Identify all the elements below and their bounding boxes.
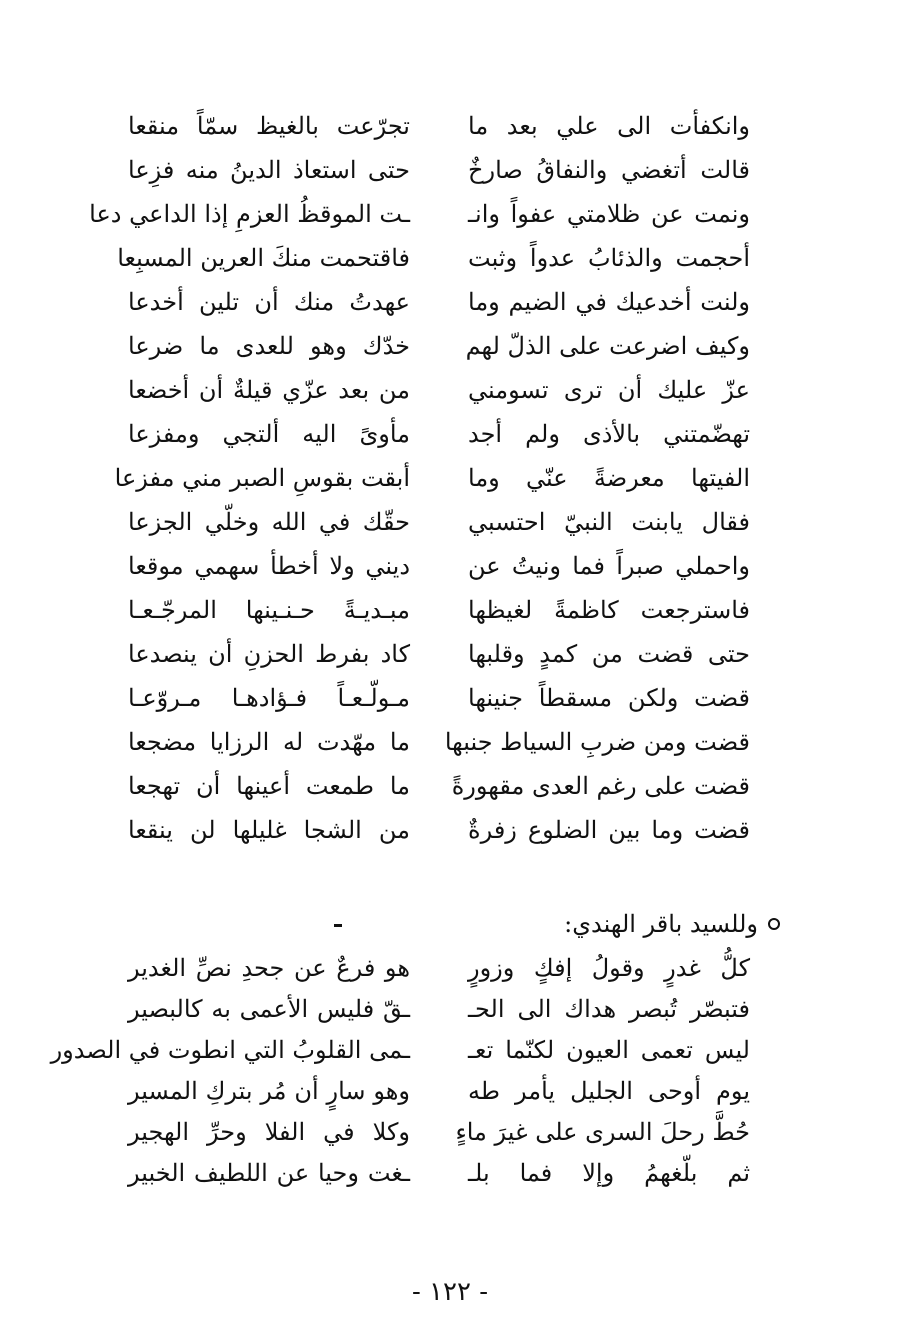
verse-first-half: فاسترجعت كاظمةً لغيظها: [468, 596, 750, 624]
verse-second-half: تجرّعت بالغيظ سمّاً منقعا: [128, 112, 410, 140]
verse-second-half: وهو سارٍ أن مُر بتركِ المسير: [128, 1077, 410, 1105]
page-number: - ١٢٢ -: [411, 1277, 489, 1307]
verse-second-half: هو فرعٌ عن جحدِ نصِّ الغدير: [128, 954, 410, 982]
verse-line: [128, 104, 750, 148]
separator-mark: [334, 924, 342, 927]
verse-line: [128, 1071, 750, 1112]
verse-first-half: تهضّمتني بالأذى ولم أجد: [468, 420, 750, 448]
verse-first-half: يوم أوحى الجليل يأمر طه: [468, 1077, 750, 1105]
verse-second-half: خدّك وهو للعدى ما ضرعا: [128, 332, 410, 360]
verse-second-half: ـت الموقظُ العزمِ إذا الداعي دعا: [89, 200, 410, 228]
verse-first-half: قالت أتغضي والنفاقُ صارخٌ: [468, 156, 750, 184]
verse-second-half: عهدتُ منك أن تلين أخدعا: [128, 288, 410, 316]
verse-line: [128, 500, 750, 544]
verse-first-half: ثم بلّغهمُ وإلا فما بلـ: [468, 1159, 750, 1187]
verse-first-half: حُطَّ رحلَ السرى على غيرَ ماءٍ: [455, 1118, 750, 1146]
heading-text: وللسيد باقر الهندي:: [564, 910, 758, 938]
verse-line: [89, 192, 750, 236]
verse-second-half: كاد بفرط الحزنِ أن ينصدعا: [128, 640, 410, 668]
verse-second-half: ما مهّدت له الرزايا مضجعا: [128, 728, 410, 756]
poem-second: [50, 948, 750, 1194]
verse-second-half: من الشجا غليلها لن ينقعا: [128, 816, 410, 844]
verse-second-half: وكلا في الفلا وحرِّ الهجير: [128, 1118, 410, 1146]
verse-line: [128, 412, 750, 456]
verse-second-half: أبقت بقوسِ الصبر مني مفزعا: [114, 464, 410, 492]
verse-first-half: عزّ عليك أن ترى تسومني: [468, 376, 750, 404]
verse-first-half: قضت ولكن مسقطاً جنينها: [468, 684, 750, 712]
verse-first-half: وانكفأت الى علي بعد ما: [468, 112, 750, 140]
verse-first-half: واحملي صبراً فما ونيتُ عن: [468, 552, 750, 580]
verse-second-half: ـقّ فليس الأعمى به كالبصير: [128, 995, 410, 1023]
verse-first-half: ولنت أخدعيك في الضيم وما: [468, 288, 750, 316]
verse-first-half: فتبصّر تُبصر هداك الى الحـ: [468, 995, 750, 1023]
verse-first-half: أحجمت والذئابُ عدواً وثبت: [468, 244, 750, 272]
verse-second-half: من بعد عزّي قيلةٌ أن أخضعا: [128, 376, 410, 404]
verse-second-half: مبـديـةً حـنـينها المرجّـعـا: [128, 596, 410, 624]
verse-first-half: قضت وما بين الضلوع زفرةٌ: [468, 816, 750, 844]
verse-first-half: ليس تعمى العيون لكنّما تعـ: [468, 1036, 750, 1064]
verse-second-half: حقّك في الله وخلّي الجزعا: [128, 508, 410, 536]
verse-line: [128, 1112, 750, 1153]
verse-line: [128, 720, 750, 764]
verse-line: [128, 764, 750, 808]
verse-first-half: حتى قضت من كمدٍ وقلبها: [468, 640, 750, 668]
verse-line: [128, 148, 750, 192]
verse-line: [128, 588, 750, 632]
verse-second-half: مأوىً اليه ألتجي ومفزعا: [128, 420, 410, 448]
verse-line: [128, 368, 750, 412]
verse-second-half: ما طمعت أعينها أن تهجعا: [128, 772, 410, 800]
section-heading: [420, 904, 780, 944]
circle-bullet-icon: [768, 918, 780, 930]
verse-first-half: قضت ومن ضربِ السياط جنبها: [444, 728, 750, 756]
verse-line: [128, 632, 750, 676]
verse-line: [114, 456, 750, 500]
verse-first-half: فقال يابنت النبيّ احتسبي: [468, 508, 750, 536]
verse-line: [128, 280, 750, 324]
verse-line: [128, 544, 750, 588]
verse-line: [128, 948, 750, 989]
verse-line: [128, 676, 750, 720]
verse-first-half: قضت على رغم العدى مقهورةً: [451, 772, 750, 800]
verse-second-half: ديني ولا أخطأ سهمي موقعا: [128, 552, 410, 580]
verse-first-half: ونمت عن ظلامتي عفواً وانـ: [468, 200, 750, 228]
verse-second-half: فاقتحمت منكَ العرين المسبِعا: [117, 244, 410, 272]
verse-first-half: وكيف اضرعت على الذلّ لهم: [465, 332, 750, 360]
verse-second-half: ـمى القلوبُ التي انطوت في الصدور: [50, 1036, 410, 1064]
verse-line: [128, 808, 750, 852]
verse-line: [50, 1030, 750, 1071]
verse-second-half: حتى استعاذ الدينُ منه فزِعا: [128, 156, 410, 184]
verse-first-half: كلُّ غدرٍ وقولُ إفكٍ وزورٍ: [468, 954, 750, 982]
verse-line: [128, 324, 750, 368]
verse-line: [128, 1153, 750, 1194]
poem-first: [89, 104, 750, 852]
verse-line: [128, 989, 750, 1030]
verse-second-half: مـولّـعـاً فـؤادهـا مـروّعـا: [128, 684, 410, 712]
verse-first-half: الفيتها معرضةً عنّي وما: [468, 464, 750, 492]
verse-line: [117, 236, 750, 280]
verse-second-half: ـغت وحيا عن اللطيف الخبير: [128, 1159, 410, 1187]
